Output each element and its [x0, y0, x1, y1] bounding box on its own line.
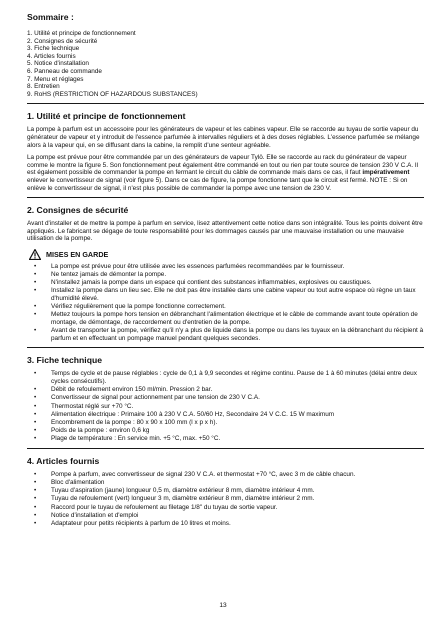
warning-header — [29, 249, 424, 260]
list-item: • Temps de cycle et de pause réglables : cycle de 0,1 à 9,9 secondes et régime continu. Pause de 1 à 60 minutes (délai entre deux cycles consécutifs). — [27, 370, 424, 385]
summary-item: 2. Consignes de sécurité — [27, 37, 98, 45]
paragraph-text: enlever le convertisseur de signal (voir figure 5). Dans ce cas de figure, la pompe fonctionne tant que le circuit est fermé. NOTE : Si on enlève le convertisseur de signal, il n'est plus possible de commander la pompe avec une tension de 230 V. — [27, 176, 408, 192]
list-item: • Bloc d'alimentation — [27, 479, 424, 487]
list-item: • Pompe à parfum, avec convertisseur de signal 230 V C.A. et thermostat +70 °C, avec 3 m de câble chacun. — [27, 471, 424, 479]
list-item: • Installez la pompe dans un lieu sec. Elle ne doit pas être installée dans une cabine vapeur ou tout autre espace où règne un taux d'humidité élevé. — [27, 287, 424, 302]
summary-item: 6. Panneau de commande — [27, 67, 102, 75]
section-2-title: 2. Consignes de sécurité — [27, 205, 129, 216]
list-item: • La pompe est prévue pour être utilisée avec les essences parfumées recommandées par le fournisseur. — [27, 263, 424, 271]
summary-item: 5. Notice d'installation — [27, 60, 89, 68]
summary-list — [27, 30, 424, 98]
list-item: • Mettez toujours la pompe hors tension en débranchant l'alimentation électrique et le câble de commande avant toute opération de montage, de démontage, de raccordement ou d'entretien de la pompe. — [27, 311, 424, 326]
paragraph-text: La pompe est prévue pour être commandée par un des générateurs de vapeur Tylö. Elle se raccorde au rack du générateur de vapeur comme le montre la figure 5. Son fonctionnement peut également être commandé en tout ou rien par toute source de tension 230 V C.A. Il est également possible de commander la pompe en fermant le circuit du câble de commande mais dans ce cas, il faut — [27, 154, 419, 177]
section-divider — [27, 103, 424, 104]
list-item: • Poids de la pompe : environ 0,6 kg — [27, 427, 424, 435]
warning-icon — [29, 249, 41, 260]
emphasis-text: impérativement — [362, 169, 410, 177]
summary-item: 9. RoHS (RESTRICTION OF HAZARDOUS SUBSTANCES) — [27, 90, 198, 98]
summary-item: 8. Entretien — [27, 83, 60, 91]
section-1-paragraph-1: La pompe à parfum est un accessoire pour les générateurs de vapeur et les cabines vapeur. Elle se raccorde au tuyau de sortie vapeur du générateur de vapeur et y introduit de l'essence parfumée à intervalles réguliers et à des doses réglables. L'essence parfumée se mélange alors à la vapeur qui, en se diffusant dans la cabine, la remplit d'une senteur agréable. — [27, 126, 420, 149]
section-3-title: 3. Fiche technique — [27, 355, 102, 366]
list-item: • N'installez jamais la pompe dans un espace qui contient des substances inflammables, explosives ou caustiques. — [27, 279, 424, 287]
section-divider — [27, 347, 424, 348]
section-1-title: 1. Utilité et principe de fonctionnement — [27, 111, 186, 122]
section-divider — [27, 197, 424, 198]
supplied-items-list — [27, 471, 424, 528]
list-item: • Vérifiez régulièrement que la pompe fonctionne correctement. — [27, 303, 424, 311]
list-item: • Tuyau de refoulement (vert) longueur 3 m, diamètre extérieur 8 mm, diamètre intérieur 2 mm. — [27, 495, 424, 503]
list-item: • Alimentation électrique : Primaire 100 à 230 V C.A. 50/60 Hz, Secondaire 24 V C.C. 15 W maximum — [27, 411, 424, 419]
list-item: • Tuyau d'aspiration (jaune) longueur 0,5 m, diamètre extérieur 8 mm, diamètre intérieur 4 mm. — [27, 487, 424, 495]
list-item: • Plage de température : En service min. +5 °C, max. +50 °C. — [27, 435, 424, 443]
section-2-paragraph-1: Avant d'installer et de mettre la pompe à parfum en service, lisez attentivement cette notice dans son intégralité. Tous les points doivent être appliqués. Le fabricant se dégage de toute responsabilité pour les dommages causés par une mauvaise installation ou une mauvaise utilisation de la pompe. — [27, 220, 423, 243]
page-number: 13 — [219, 602, 227, 609]
list-item: • Raccord pour le tuyau de refoulement au filetage 1/8" du tuyau de sortie vapeur. — [27, 504, 424, 512]
summary-item: 3. Fiche technique — [27, 45, 80, 53]
section-4-title: 4. Articles fournis — [27, 455, 100, 466]
list-item: • Encombrement de la pompe : 80 x 90 x 100 mm (l x p x h). — [27, 419, 424, 427]
warning-title: MISES EN GARDE — [46, 249, 109, 259]
list-item: • Ne tentez jamais de démonter la pompe. — [27, 271, 424, 279]
specs-list — [27, 370, 424, 443]
summary-item: 4. Articles fournis — [27, 52, 76, 60]
list-item: • Notice d'installation et d'emploi — [27, 512, 424, 520]
safety-list — [27, 263, 424, 343]
list-item: • Avant de transporter la pompe, vérifiez qu'il n'y a plus de liquide dans la pompe ou dans les tuyaux en la débranchant du récipient à parfum et en effectuant un pompage manuel pendant quelques secondes. — [27, 327, 424, 342]
summary-title: Sommaire : — [27, 12, 74, 22]
summary-item: 7. Menu et réglages — [27, 75, 84, 83]
section-divider — [27, 448, 424, 449]
list-item: • Convertisseur de signal pour actionnement par une tension de 230 V C.A. — [27, 394, 424, 402]
list-item: • Adaptateur pour petits récipients à parfum de 10 litres et moins. — [27, 520, 424, 528]
list-item: • Débit de refoulement environ 150 ml/min. Pression 2 bar. — [27, 386, 424, 394]
summary-item: 1. Utilité et principe de fonctionnement — [27, 30, 136, 37]
list-item: • Thermostat réglé sur +70 °C. — [27, 403, 424, 411]
section-1-paragraph-2 — [27, 154, 424, 192]
